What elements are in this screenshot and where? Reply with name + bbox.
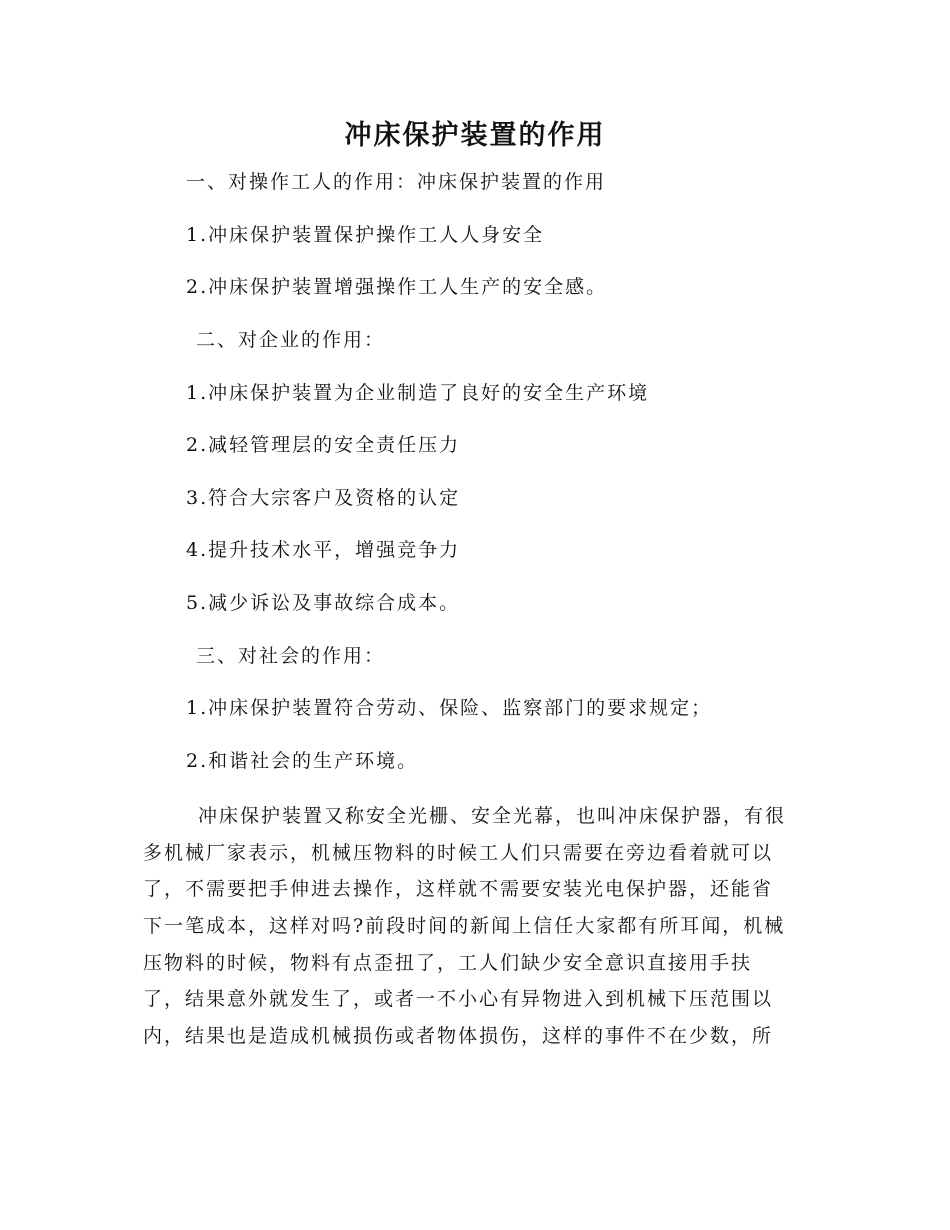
list-item: 2.和谐社会的生产环境。 [186,750,419,772]
paragraph-line: 了，结果意外就发生了，或者一不小心有异物进入到机械下压范围以 [143,988,774,1011]
paragraph-line: 多机械厂家表示，机械压物料的时候工人们只需要在旁边看着就可以 [143,841,774,864]
paragraph-line: 压物料的时候，物料有点歪扭了，工人们缺少安全意识直接用手扶 [143,951,753,974]
section-heading-society: 三、对社会的作用： [196,645,386,667]
paragraph-line: 内，结果也是造成机械损伤或者物体损伤，这样的事件不在少数，所 [143,1025,774,1048]
paragraph-line: 冲床保护装置又称安全光栅、安全光幕，也叫冲床保护器，有很 [198,805,787,827]
body-paragraph [143,798,807,1055]
list-item: 2.冲床保护装置增强操作工人生产的安全感。 [186,276,608,298]
list-item: 2.减轻管理层的安全责任压力 [186,434,461,456]
section-heading-workers: 一、对操作工人的作用：冲床保护装置的作用 [186,171,607,193]
paragraph-line: 下一笔成本，这样对吗?前段时间的新闻上信任大家都有所耳闻，机械 [143,915,786,938]
list-item: 1.冲床保护装置保护操作工人人身安全 [186,224,545,246]
list-item: 4.提升技术水平，增强竞争力 [186,539,461,561]
list-item: 5.减少诉讼及事故综合成本。 [186,592,461,614]
list-item: 1.冲床保护装置为企业制造了良好的安全生产环境 [186,382,650,404]
document-title: 冲床保护装置的作用 [344,120,606,151]
paragraph-line: 了，不需要把手伸进去操作，这样就不需要安装光电保护器，还能省 [143,878,774,901]
list-item: 1.冲床保护装置符合劳动、保险、监察部门的要求规定； [186,697,713,719]
section-heading-enterprise: 二、对企业的作用： [196,329,386,351]
list-item: 3.符合大宗客户及资格的认定 [186,487,461,509]
